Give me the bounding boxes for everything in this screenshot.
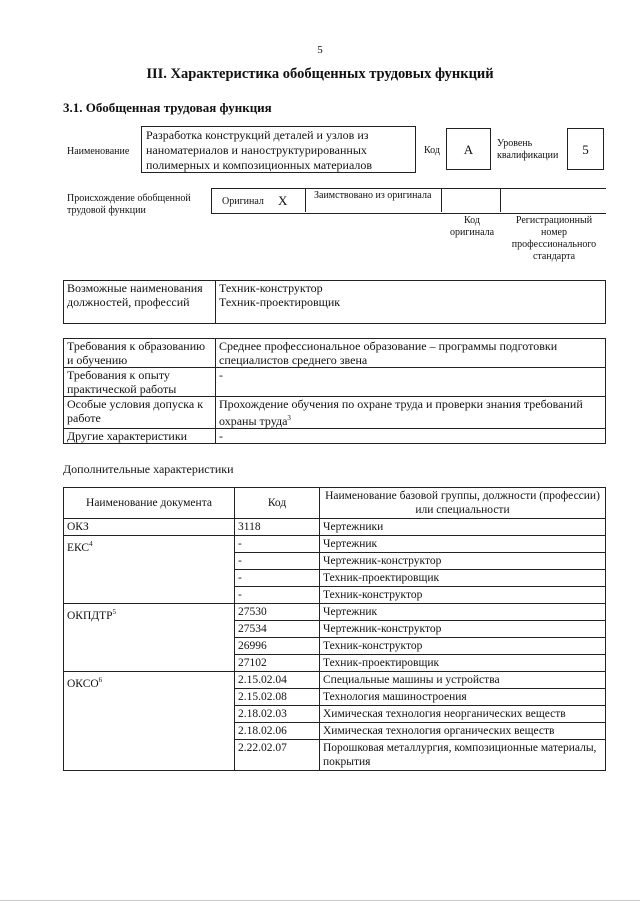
positions-values bbox=[216, 281, 606, 324]
table-cell-code: 3118 bbox=[235, 519, 320, 536]
table-cell-name: Техник-проектировщик bbox=[320, 655, 606, 672]
position-item: Техник-конструктор bbox=[219, 281, 323, 295]
table-cell-code: 27102 bbox=[235, 655, 320, 672]
divider bbox=[441, 188, 442, 212]
table-cell-code: 2.18.02.06 bbox=[235, 723, 320, 740]
table-cell-code: - bbox=[235, 553, 320, 570]
requirements-table bbox=[63, 338, 606, 444]
table-cell-code: 26996 bbox=[235, 638, 320, 655]
table-cell-name: Порошковая металлургия, композиционные материалы, покрытия bbox=[320, 740, 606, 771]
req-label-admission: Особые условия допуска к работе bbox=[64, 397, 216, 429]
req-label-education: Требования к образованию и обучению bbox=[64, 339, 216, 368]
table-cell-name: Чертежник bbox=[320, 536, 606, 553]
table-cell-name: Чертежник-конструктор bbox=[320, 553, 606, 570]
positions-label: Возможные наименования должностей, профессий bbox=[64, 281, 216, 324]
code-value: A bbox=[463, 142, 474, 157]
table-cell-code: 2.15.02.08 bbox=[235, 689, 320, 706]
col-header-code: Код bbox=[235, 488, 320, 519]
positions-table bbox=[63, 280, 606, 324]
level-value: 5 bbox=[582, 142, 589, 157]
origin-label: Происхождение обобщенной трудовой функции bbox=[67, 193, 191, 216]
table-cell-code: 2.18.02.03 bbox=[235, 706, 320, 723]
position-item: Техник-проектировщик bbox=[219, 295, 341, 309]
table-cell-code: 2.15.02.04 bbox=[235, 672, 320, 689]
table-cell-code: 2.22.02.07 bbox=[235, 740, 320, 771]
additional-table bbox=[63, 487, 606, 771]
section-title: III. Характеристика обобщенных трудовых функций bbox=[146, 66, 494, 82]
scan-edge bbox=[0, 900, 640, 901]
table-cell-name: Технология машиностроения bbox=[320, 689, 606, 706]
code-value-box bbox=[446, 128, 491, 170]
borrowed-label: Заимствовано из оригинала bbox=[314, 190, 432, 201]
subsection-title: 3.1. Обобщенная трудовая функция bbox=[63, 100, 272, 115]
table-cell-name: Химическая технология неорганических веществ bbox=[320, 706, 606, 723]
table-cell-name: Чертежник-конструктор bbox=[320, 621, 606, 638]
req-label-experience: Требования к опыту практической работы bbox=[64, 368, 216, 397]
table-cell-name: Чертежник bbox=[320, 604, 606, 621]
divider bbox=[305, 188, 306, 212]
doc-okpdtr bbox=[64, 604, 235, 672]
code-original-label: Код оригинала bbox=[449, 215, 495, 238]
req-value-education: Среднее профессиональное образование – программы подготовки специалистов среднего звена bbox=[216, 339, 606, 368]
divider bbox=[500, 188, 501, 212]
col-header-doc: Наименование документа bbox=[64, 488, 235, 519]
level-value-box bbox=[567, 128, 604, 170]
name-label: Наименование bbox=[67, 146, 130, 157]
doc-eks bbox=[64, 536, 235, 604]
col-header-name: Наименование базовой группы, должности (профессии) или специальности bbox=[320, 488, 606, 519]
doc-label: ЕКС bbox=[67, 541, 90, 554]
req-value-admission-text: Прохождение обучения по охране труда и проверки знания требований охраны труда bbox=[219, 397, 583, 428]
footnote-ref: 6 bbox=[98, 676, 103, 684]
additional-title: Дополнительные характеристики bbox=[63, 462, 234, 476]
name-value-box bbox=[141, 126, 416, 173]
reg-number-label: Регистрационный номер профессионального стандарта bbox=[511, 215, 597, 262]
level-label: Уровень квалификации bbox=[497, 138, 559, 161]
doc-okz bbox=[64, 519, 235, 536]
original-mark: X bbox=[278, 193, 288, 208]
table-cell-name: Техник-конструктор bbox=[320, 638, 606, 655]
footnote-ref: 3 bbox=[287, 414, 291, 422]
table-cell-code: - bbox=[235, 587, 320, 604]
name-value: Разработка конструкций деталей и узлов из наноматериалов и наноструктурированных полимерных и композиционных материалов bbox=[146, 128, 373, 172]
doc-okso bbox=[64, 672, 235, 771]
footnote-ref: 4 bbox=[89, 540, 93, 548]
doc-label: ОКЗ bbox=[67, 521, 89, 533]
req-value-other: - bbox=[216, 429, 606, 444]
original-label: Оригинал bbox=[222, 196, 264, 207]
doc-label: ОКСО bbox=[67, 677, 99, 690]
doc-label: ОКПДТР bbox=[67, 609, 113, 622]
table-cell-code: - bbox=[235, 536, 320, 553]
table-cell-name: Техник-конструктор bbox=[320, 587, 606, 604]
code-label: Код bbox=[424, 145, 440, 156]
table-cell-name: Техник-проектировщик bbox=[320, 570, 606, 587]
table-cell-code: 27530 bbox=[235, 604, 320, 621]
table-cell-name: Химическая технология органических веществ bbox=[320, 723, 606, 740]
req-value-experience: - bbox=[216, 368, 606, 397]
req-value-admission bbox=[216, 397, 606, 429]
table-cell-code: - bbox=[235, 570, 320, 587]
table-cell-name: Чертежники bbox=[320, 519, 606, 536]
footnote-ref: 5 bbox=[112, 608, 117, 616]
table-cell-code: 27534 bbox=[235, 621, 320, 638]
page-number: 5 bbox=[317, 44, 323, 56]
table-cell-name: Специальные машины и устройства bbox=[320, 672, 606, 689]
req-label-other: Другие характеристики bbox=[64, 429, 216, 444]
